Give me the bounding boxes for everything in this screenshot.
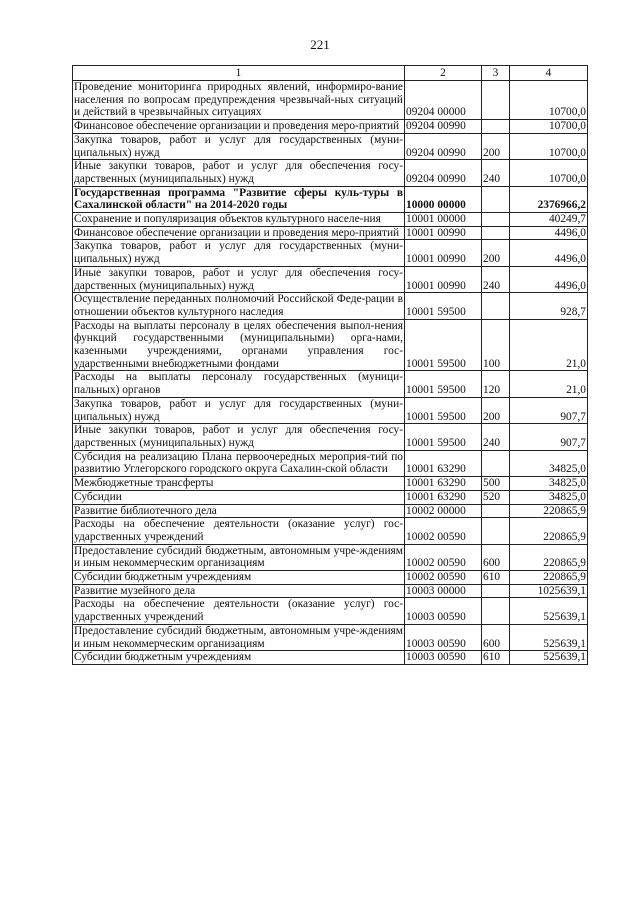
- row-amount: 34825,0: [510, 450, 588, 476]
- table-row: [73, 319, 588, 371]
- row-amount: 10700,0: [510, 120, 588, 134]
- table-row: [73, 504, 588, 518]
- row-name: Закупка товаров, работ и услуг для государственных (муни-ципальных) нужд: [74, 240, 403, 266]
- row-code: 10003 00590: [405, 624, 482, 650]
- table-row: [73, 598, 588, 624]
- row-name: Предоставление субсидий бюджетным, автономным учре-ждениям и иным некоммерческим организациям: [74, 624, 403, 650]
- table-row: [73, 518, 588, 544]
- row-amount: 525639,1: [510, 598, 588, 624]
- row-code: 10003 00590: [405, 598, 482, 624]
- row-type: [482, 504, 510, 518]
- row-amount: 34825,0: [510, 490, 588, 504]
- row-name: Расходы на выплаты персоналу государственных (муници-пальных) органов: [74, 371, 403, 397]
- header-row: [73, 66, 588, 81]
- row-name: Сохранение и популяризация объектов культурного населе-ния: [73, 213, 405, 227]
- table-row: [73, 490, 588, 504]
- row-amount: 10700,0: [510, 133, 588, 159]
- row-name: Финансовое обеспечение организации и проведения меро-приятий: [73, 120, 405, 134]
- table-row: [73, 240, 588, 266]
- row-code: 10002 00590: [405, 544, 482, 570]
- row-name: Субсидии бюджетным учреждениям: [73, 651, 405, 665]
- row-code: 10003 00590: [405, 651, 482, 665]
- row-code: 10001 59500: [405, 424, 482, 450]
- row-type: 610: [482, 571, 510, 585]
- header-col-3: 3: [482, 66, 510, 81]
- table-row: [73, 226, 588, 240]
- row-type: [482, 213, 510, 227]
- row-code: 10002 00590: [405, 571, 482, 585]
- row-name: Государственная программа "Развитие сферы куль-туры в Сахалинской области" на 2014-2020 годы: [74, 186, 403, 212]
- row-code: 09204 00990: [405, 160, 482, 186]
- row-code: 09204 00990: [405, 133, 482, 159]
- row-type: 520: [482, 490, 510, 504]
- row-type: 600: [482, 624, 510, 650]
- row-amount: 34825,0: [510, 477, 588, 491]
- row-type: [482, 584, 510, 598]
- row-amount: 220865,9: [510, 571, 588, 585]
- row-code: 10001 59500: [405, 371, 482, 397]
- row-name: Развитие музейного дела: [73, 584, 405, 598]
- row-amount: 21,0: [510, 371, 588, 397]
- row-name: Расходы на обеспечение деятельности (оказание услуг) гос-ударственных учреждений: [74, 598, 403, 624]
- table-row: [73, 266, 588, 292]
- row-amount: 220865,9: [510, 544, 588, 570]
- row-name: Проведение мониторинга природных явлений, информиро-вание населения по вопросам предупреждения чрезвычай-ных ситуаций и действий в чрезвычайных ситуациях: [74, 81, 403, 119]
- row-name: Иные закупки товаров, работ и услуг для обеспечения госу-дарственных (муниципальных) нужд: [74, 424, 403, 449]
- row-type: 240: [482, 424, 510, 450]
- row-amount: 4496,0: [510, 226, 588, 240]
- row-type: 610: [482, 651, 510, 665]
- row-type: [482, 120, 510, 134]
- row-amount: 220865,9: [510, 504, 588, 518]
- row-name: Иные закупки товаров, работ и услуг для обеспечения госу-дарственных (муниципальных) нужд: [74, 160, 403, 185]
- row-amount: 1025639,1: [510, 584, 588, 598]
- row-amount: 220865,9: [510, 518, 588, 544]
- row-type: 100: [482, 319, 510, 371]
- row-type: [482, 598, 510, 624]
- row-amount: 928,7: [510, 293, 588, 319]
- row-name: Иные закупки товаров, работ и услуг для обеспечения госу-дарственных (муниципальных) нужд: [74, 266, 403, 292]
- row-code: 10001 63290: [405, 490, 482, 504]
- row-code: 10001 63290: [405, 450, 482, 476]
- row-amount: 2376966,2: [510, 186, 588, 212]
- row-amount: 4496,0: [510, 240, 588, 266]
- row-code: 10002 00590: [405, 518, 482, 544]
- row-amount: 525639,1: [510, 624, 588, 650]
- row-name: Закупка товаров, работ и услуг для государственных (муни-ципальных) нужд: [74, 397, 403, 423]
- table-row: [73, 81, 588, 120]
- row-type: [482, 518, 510, 544]
- row-name: Субсидия на реализацию Плана первоочередных мероприя-тий по развитию Углегорского городского округа Сахалин-ской области: [74, 450, 403, 476]
- row-amount: 907,7: [510, 397, 588, 423]
- row-amount: 40249,7: [510, 213, 588, 227]
- table-row: [73, 120, 588, 134]
- row-type: 200: [482, 133, 510, 159]
- table-row: [73, 571, 588, 585]
- row-amount: 907,7: [510, 424, 588, 450]
- row-name: Субсидии: [73, 490, 405, 504]
- row-amount: 525639,1: [510, 651, 588, 665]
- page-number: 221: [310, 37, 330, 52]
- row-amount: 10700,0: [510, 81, 588, 120]
- header-col-1: 1: [73, 66, 405, 81]
- row-type: [482, 186, 510, 212]
- row-type: 240: [482, 266, 510, 292]
- row-type: 200: [482, 397, 510, 423]
- row-type: 600: [482, 544, 510, 570]
- row-name: Финансовое обеспечение организации и проведения меро-приятий: [73, 226, 405, 240]
- row-name: Субсидии бюджетным учреждениям: [73, 571, 405, 585]
- header-col-2: 2: [405, 66, 482, 81]
- row-code: 10001 00990: [405, 240, 482, 266]
- row-code: 10001 59500: [405, 293, 482, 319]
- row-type: [482, 293, 510, 319]
- table-row: [73, 213, 588, 227]
- row-code: 10001 00000: [405, 213, 482, 227]
- row-name: Расходы на выплаты персоналу в целях обеспечения выпол-нения функций государственными (муниципальными) орга-нами, казенными учреждениями, органами управления гос-ударственными внебюджетными фондами: [74, 319, 403, 370]
- row-code: 10001 59500: [405, 319, 482, 371]
- row-amount: 4496,0: [510, 266, 588, 292]
- table-row: [73, 624, 588, 650]
- table-row: [73, 477, 588, 491]
- row-type: 200: [482, 240, 510, 266]
- table-row: [73, 133, 588, 159]
- row-type: [482, 450, 510, 476]
- table-row: [73, 544, 588, 570]
- row-name: Расходы на обеспечение деятельности (оказание услуг) гос-ударственных учреждений: [74, 518, 403, 543]
- row-type: 120: [482, 371, 510, 397]
- row-code: 10001 59500: [405, 397, 482, 423]
- row-type: [482, 226, 510, 240]
- row-name: Предоставление субсидий бюджетным, автономным учре-ждениям и иным некоммерческим организациям: [74, 544, 403, 570]
- row-code: 09204 00000: [405, 81, 482, 120]
- table-row: [73, 371, 588, 397]
- row-code: 09204 00990: [405, 120, 482, 134]
- row-code: 10003 00000: [405, 584, 482, 598]
- row-code: 10000 00000: [405, 186, 482, 212]
- header-col-4: 4: [510, 66, 588, 81]
- table-row: [73, 160, 588, 186]
- table-row: [73, 186, 588, 212]
- table-row: [73, 424, 588, 450]
- row-type: 240: [482, 160, 510, 186]
- row-type: 500: [482, 477, 510, 491]
- row-name: Межбюджетные трансферты: [73, 477, 405, 491]
- row-type: [482, 81, 510, 120]
- row-name: Развитие библиотечного дела: [73, 504, 405, 518]
- row-name: Закупка товаров, работ и услуг для государственных (муни-ципальных) нужд: [74, 133, 403, 159]
- row-name: Осуществление переданных полномочий Российской Феде-рации в отношении объектов культурного наследия: [74, 293, 403, 318]
- budget-table: [72, 65, 588, 665]
- table-row: [73, 293, 588, 319]
- row-code: 10001 63290: [405, 477, 482, 491]
- table-row: [73, 584, 588, 598]
- table-row: [73, 651, 588, 665]
- table-row: [73, 397, 588, 423]
- row-amount: 10700,0: [510, 160, 588, 186]
- row-code: 10001 00990: [405, 266, 482, 292]
- row-code: 10001 00990: [405, 226, 482, 240]
- row-amount: 21,0: [510, 319, 588, 371]
- table-row: [73, 450, 588, 476]
- row-code: 10002 00000: [405, 504, 482, 518]
